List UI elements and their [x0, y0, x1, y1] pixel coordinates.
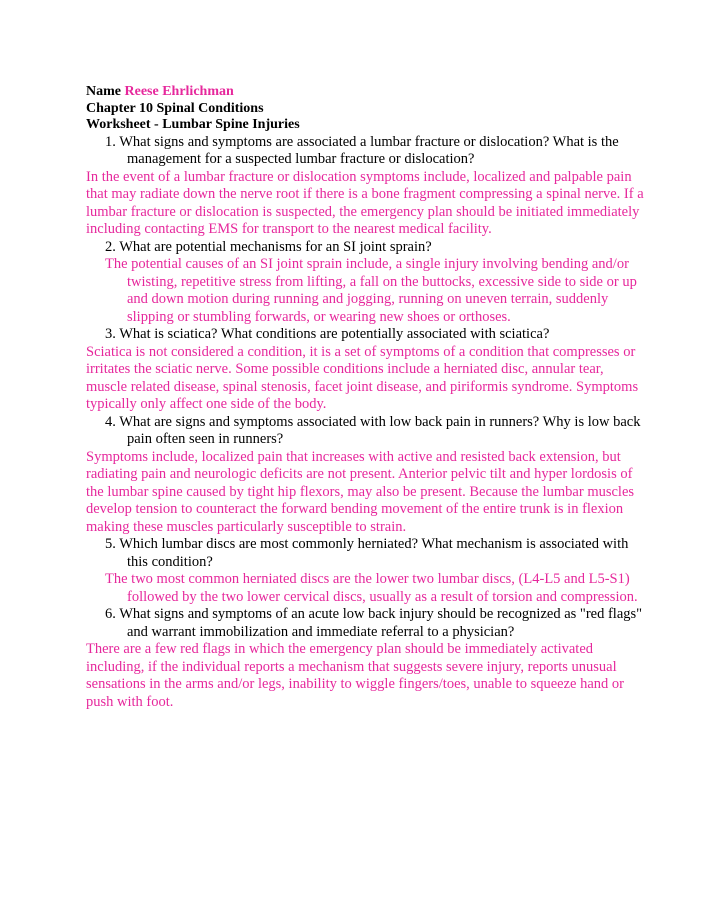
worksheet-title: Worksheet - Lumbar Spine Injuries	[86, 117, 300, 132]
answer-5: The two most common herniated discs are the lower two lumbar discs, (L4-L5 and L5-S1) followed by the two lower cervical discs, usually as a result of torsion and compression.	[105, 571, 638, 605]
question-3: 3. What is sciatica? What conditions are potentially associated with sciatica?	[105, 326, 550, 342]
student-name: Reese Ehrlichman	[124, 84, 234, 99]
answer-2: The potential causes of an SI joint sprain include, a single injury involving bending and/or twisting, repetitive stress from lifting, a fall on the buttocks, excessive side to side or up and down motion during running and jogging, running on uneven terrain, suddenly slipping or stumbling forwards, or wearing new shoes or orthoses.	[105, 256, 637, 325]
answer-6: There are a few red flags in which the emergency plan should be immediately activated including, if the individual reports a mechanism that suggests severe injury, reports unusual sensations in the arms and/or legs, inability to wiggle fingers/toes, unable to squeeze hand or push with foot.	[86, 641, 624, 710]
answer-1: In the event of a lumbar fracture or dislocation symptoms include, localized and palpable pain that may radiate down the nerve root if there is a bone fragment compressing a spinal nerve. If a lumbar fracture or dislocation is suspected, the emergency plan should be initiated immediately including contacting EMS for transport to the nearest medical facility.	[86, 168, 644, 237]
answer-4: Symptoms include, localized pain that increases with active and resisted back extension, but radiating pain and neurologic deficits are not present. Anterior pelvic tilt and hyper lordosis of the lumbar spine caused by tight hip flexors, may also be present. Because the lumbar muscles develop tension to counteract the forward bending movement of the entire trunk is in flexion making these muscles particularly susceptible to strain.	[86, 448, 635, 535]
chapter-title: Chapter 10 Spinal Conditions	[86, 100, 264, 116]
question-2: 2. What are potential mechanisms for an SI joint sprain?	[105, 238, 432, 255]
name-label: Name	[86, 84, 121, 99]
question-5: 5. Which lumbar discs are most commonly herniated? What mechanism is associated with this condition?	[105, 536, 629, 570]
question-1: 1. What signs and symptoms are associated a lumbar fracture or dislocation? What is the management for a suspected lumbar fracture or dislocation?	[105, 133, 619, 167]
question-6: 6. What signs and symptoms of an acute low back injury should be recognized as "red flags" and warrant immobilization and immediate referral to a physician?	[105, 606, 643, 640]
question-4: 4. What are signs and symptoms associated with low back pain in runners? Why is low back pain often seen in runners?	[105, 413, 641, 447]
name-line	[86, 84, 644, 101]
answer-3: Sciatica is not considered a condition, it is a set of symptoms of a condition that compresses or irritates the sciatic nerve. Some possible conditions include a herniated disc, annular tear, muscle related disease, spinal stenosis, facet joint disease, and piriformis syndrome. Symptoms typically only affect one side of the body.	[86, 343, 639, 412]
